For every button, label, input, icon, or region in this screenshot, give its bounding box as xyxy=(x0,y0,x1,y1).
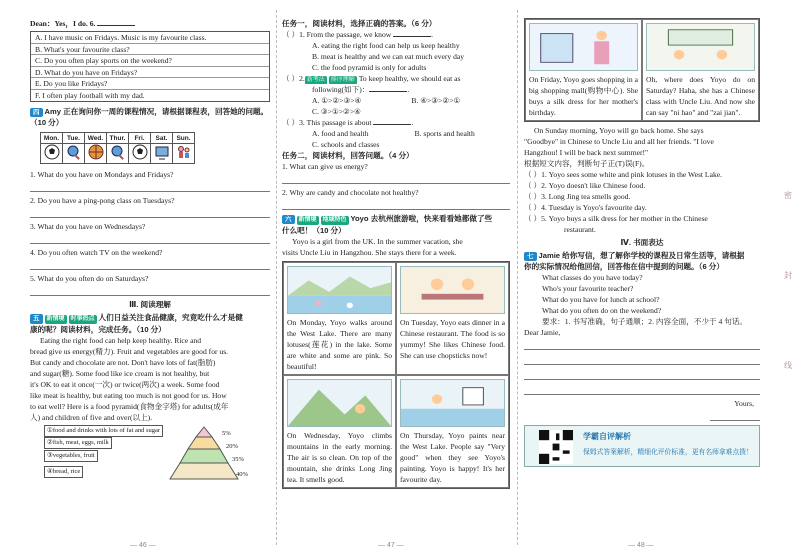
task-2-title: 任务二，阅读材料，回答问题。（4 分） xyxy=(282,151,414,160)
football-icon xyxy=(129,144,151,164)
family-icon xyxy=(173,144,195,164)
mc-question-1: （ ）1. From the passage, we know . xyxy=(282,30,434,39)
qr-code-icon[interactable] xyxy=(539,430,573,464)
chinese-class-picture xyxy=(646,23,755,71)
story-thursday: On Thursday, Yoyo paints near the West Lake. People say "Very good" when they see Yoyo's painting. Yoyo is happy! It's her favourite day. xyxy=(396,375,509,488)
letter-closing: Yours, xyxy=(734,399,754,409)
tf-item-5: （ ）5. Yoyo buys a silk dress for her mother in the Chinese xyxy=(524,214,708,223)
section-5-title: 五 新情境 时事热点 人们日益关注食品健康，究竟吃什么才是健 xyxy=(30,312,270,324)
pyramid-label-4: ④bread, rice xyxy=(44,466,83,477)
section-4-title: 四 Amy 正在询问你一周的课程情况，请根据课程表，回答她的问题。（10 分） xyxy=(30,107,269,128)
seal-char-1: 密 xyxy=(784,191,792,200)
schedule-table: Mon. Tue. Wed. Thur. Fri. Sat. Sun. xyxy=(40,132,195,164)
pyramid-pct-2: 20% xyxy=(226,443,238,451)
shopping-picture xyxy=(529,23,638,71)
pyramid-label-1: ①food and drinks with lots of fat and sugar xyxy=(44,425,163,436)
option-a: A. I have music on Fridays. Music is my favourite class. xyxy=(31,32,269,44)
food-pyramid xyxy=(44,425,248,481)
question-5: 5. What do you often do on Saturdays? xyxy=(30,274,149,284)
t2-question-1: 1. What can give us energy? xyxy=(282,162,368,171)
letter-greeting: Dear Jamie, xyxy=(524,328,561,338)
section-6-title: 六 新情境 地域特色 Yoyo 去杭州旅游啦，快来看看她都做了些 xyxy=(282,213,510,225)
tf-item-2: （ ）2. Yoyo doesn't like Chinese food. xyxy=(524,181,646,190)
self-assessment-text: 保姆式答案解析，精细化评价标准，更有名师拿难点拨！ xyxy=(583,449,753,457)
food-passage: Eating the right food can help keep healthy. Rice and bread give us energy(精力). Fruit and vegetables are good for us. But candy and chocolate are not. Don't have lots of fat(脂肪) and sugar(糖). Some food like ice cream is not healthy, but it's OK to eat it once(一次) or twice(两次) a week. Some food like meat is healthy, but eating too much is not good for us. How to eat well? Here is a food pyramid(食物金字塔) for adults(成年 人) and children of five and over(以上). xyxy=(30,336,229,423)
pyramid-pct-1: 5% xyxy=(222,430,231,438)
signature-line[interactable] xyxy=(710,409,760,421)
ping-pong-icon xyxy=(107,144,129,164)
pyramid-drawing xyxy=(164,425,244,481)
pyramid-pct-3: 35% xyxy=(232,456,244,464)
mc-question-3: （ ）3. This passage is about . xyxy=(282,118,414,127)
tf-item-1: （ ）1. Yoyo sees some white and pink lotuses in the West Lake. xyxy=(524,170,723,179)
tv-icon xyxy=(151,144,173,164)
answer-line[interactable] xyxy=(30,232,270,244)
page-number-47: — 47 — xyxy=(378,541,404,549)
mc-question-2: （ ）2. 新考法 排序理解 To keep healthy, we should eat as xyxy=(282,74,461,83)
story-wednesday: On Wednesday, Yoyo climbs mountains in the early morning. The air is so clean. On top of the mountain, she drinks Long Jing tea. It smells good. xyxy=(283,375,396,488)
options-box xyxy=(30,31,270,102)
mountain-tea-picture xyxy=(287,379,392,427)
pyramid-pct-4: 40% xyxy=(236,471,248,479)
answer-line[interactable] xyxy=(282,198,510,210)
story-grid-cont xyxy=(524,18,760,122)
lake-lotus-picture xyxy=(287,266,392,314)
part-3-title: Ⅲ. 阅读理解 xyxy=(129,300,171,310)
answer-line[interactable] xyxy=(30,180,270,192)
question-1: 1. What do you have on Mondays and Fridays? xyxy=(30,170,174,180)
sunday-paragraph: On Sunday morning, Yoyo will go back home. She says "Goodbye" in Chinese to Uncle Liu and all her friends. "I love Hangzhou! I will be back next summer!" xyxy=(524,126,714,157)
tf-item-4: （ ）4. Tuesday is Yoyo's favourite day. xyxy=(524,203,647,212)
column-divider xyxy=(517,10,518,545)
answer-line[interactable] xyxy=(30,206,270,218)
answer-line[interactable] xyxy=(30,284,270,296)
option-e: E. Do you like Fridays? xyxy=(31,78,269,90)
question-3: 3. What do you have on Wednesdays? xyxy=(30,222,146,232)
story-monday: On Monday, Yoyo walks around the West Lake. There are many lotuses(莲花) in the lake. Some are white and some are pink. So beautiful! xyxy=(283,262,396,375)
option-d: D. What do you have on Fridays? xyxy=(31,67,269,79)
requirements: 要求：1. 书写准确，句子通顺；2. 内容全面，不少于 4 句话。 xyxy=(542,317,748,327)
basketball-icon xyxy=(85,144,107,164)
tf-item-3: （ ）3. Long Jing tea smells good. xyxy=(524,192,631,201)
story-tuesday: On Tuesday, Yoyo eats dinner in a Chinese restaurant. The food is so yummy! She likes Chinese food. She can use chopsticks now! xyxy=(396,262,509,375)
column-divider xyxy=(276,10,277,545)
football-icon xyxy=(41,144,63,164)
story-grid xyxy=(282,261,510,489)
writing-line[interactable] xyxy=(524,353,760,365)
question-4: 4. Do you often watch TV on the weekend? xyxy=(30,248,163,258)
column-left xyxy=(30,18,270,541)
pyramid-label-2: ②fish, meat, eggs, milk xyxy=(44,437,112,448)
page-number-46: — 46 — xyxy=(130,541,156,549)
answer-line[interactable] xyxy=(282,172,510,184)
self-assessment-title: 学霸自评解析 xyxy=(583,432,631,442)
column-middle: 任务一，阅读材料，选择正确的答案。（6 分） （ ）1. From the passage, we know . A. eating the right food can help us keep healthy B. meat is healthy and we can eat much every day C. the food pyramid is only for adults （ ）2. 新考法 排序理解 To keep healthy, we should eat as following(如下)： . A. ①>②>③>④ B. ④>③>②>① C. ③>①>②>④ （ ）3. This passage is about . A. food and health B. sports and health C. schools and classes 任务二，阅读材料，回答问题。（4 分） 1. What can give us energy? 2. Why are candy and chocolate not healthy? 六 新情境 地域特色 Yoyo 去杭州旅游啦，快来看看她都做了些 什么吧！（10 分） Yoyo is a girl from the UK. In the summer vacation, she visits Uncle Liu in Hangzhou. She stays there for a week. On Monday, Yoyo walks around the West Lake. There are many lotuses(莲花) in the lake. Some are white and some are pink. So beautiful! On Tuesday, Yoyo eats dinner in a Chinese restaurant. The food is so yummy! She likes Chinese food. She can use chopsticks now! On Wednesday, Yoyo climbs mountains in the early morning. The air is so clean. On top of the mountain, she drinks Long Jing tea. It smells good. On Thursday, Yoyo paints near the West Lake. People say "Very good" when they see Yoyo's painting. Yoyo is happy! It's her favourite day. xyxy=(282,18,510,541)
writing-line[interactable] xyxy=(524,338,760,350)
option-b: B. What's your favourite class? xyxy=(31,44,269,56)
writing-line[interactable] xyxy=(524,383,760,395)
restaurant-picture xyxy=(400,266,505,314)
option-f: F. I often play football with my dad. xyxy=(35,90,145,100)
ping-pong-icon xyxy=(63,144,85,164)
part-4-title: Ⅳ. 书面表达 xyxy=(620,238,664,247)
story-saturday: Oh, where does Yoyo do on Saturday? Haha, she has a Chinese class with Uncle Liu. And now she can say "ni hao" and "zai jian". xyxy=(642,19,759,121)
writing-line[interactable] xyxy=(524,368,760,380)
self-assessment-box xyxy=(524,425,760,467)
answer-line[interactable] xyxy=(30,258,270,270)
task-1-title: 任务一，阅读材料，选择正确的答案。（6 分） xyxy=(282,19,437,28)
t2-question-2: 2. Why are candy and chocolate not healthy? xyxy=(282,188,419,197)
story-friday: On Friday, Yoyo goes shopping in a big shopping mall(购物中心). She buys a silk dress for her mother's birthday. xyxy=(525,19,642,121)
pyramid-label-3: ③vegetables, fruit xyxy=(44,450,98,461)
column-right: On Friday, Yoyo goes shopping in a big shopping mall(购物中心). She buys a silk dress for her mother's birthday. Oh, where does Yoyo do on Saturday? Haha, she has a Chinese class with Uncle Liu. And now she can say "ni hao" and "zai jian". On Sunday morning, Yoyo will go back home. She says "Goodbye" in Chinese to Uncle Liu and all her friends. "I love Hangzhou! I will be back next summer!" 根据短文内容，判断句子正(T)误(F)。 （ ）1. Yoyo sees some white and pink lotuses in the West Lake. （ ）2. Yoyo doesn't like Chinese food. （ ）3. Long Jing tea smells good. （ ）4. Tuesday is Yoyo's favourite day. （ ）5. Yoyo buys a silk dress for her mother in the Chinese restaurant. Ⅳ. 书面表达 七 Jamie 给你写信，想了解你学校的课程及日常生活等，请根据 你的实际情况给他回信，回答他在信中提到的问题。（6 分） What classes do you have today? Who's your favourite teacher? What do you have for lunch at school? What do you often do on the weekend? 要求：1. 书写准确，句子通顺；2. 内容全面，不少于 4 句话。 Dear Jamie, Yours, 学霸自评解析 保姆式答案解析，精细化评价标准，更有名师拿难点拨！ xyxy=(524,18,760,541)
section-7-title: 七 Jamie 给你写信，想了解你学校的课程及日常生活等，请根据 xyxy=(524,250,760,261)
painting-picture xyxy=(400,379,505,427)
dean-line: Dean：Yes，I do. 6. xyxy=(30,18,270,29)
option-c: C. Do you often play sports on the weekend? xyxy=(31,55,269,67)
seal-char-2: 封 xyxy=(784,271,792,280)
page-number-48: — 48 — xyxy=(628,541,654,549)
question-2: 2. Do you have a ping-pong class on Tuesdays? xyxy=(30,196,175,206)
section-5-title-cont: 康的呢？阅读材料，完成任务。（10 分） xyxy=(30,325,166,335)
seal-char-3: 线 xyxy=(784,361,792,370)
tf-instructions: 根据短文内容，判断句子正(T)误(F)。 xyxy=(524,159,650,168)
answer-blank[interactable] xyxy=(97,18,135,26)
